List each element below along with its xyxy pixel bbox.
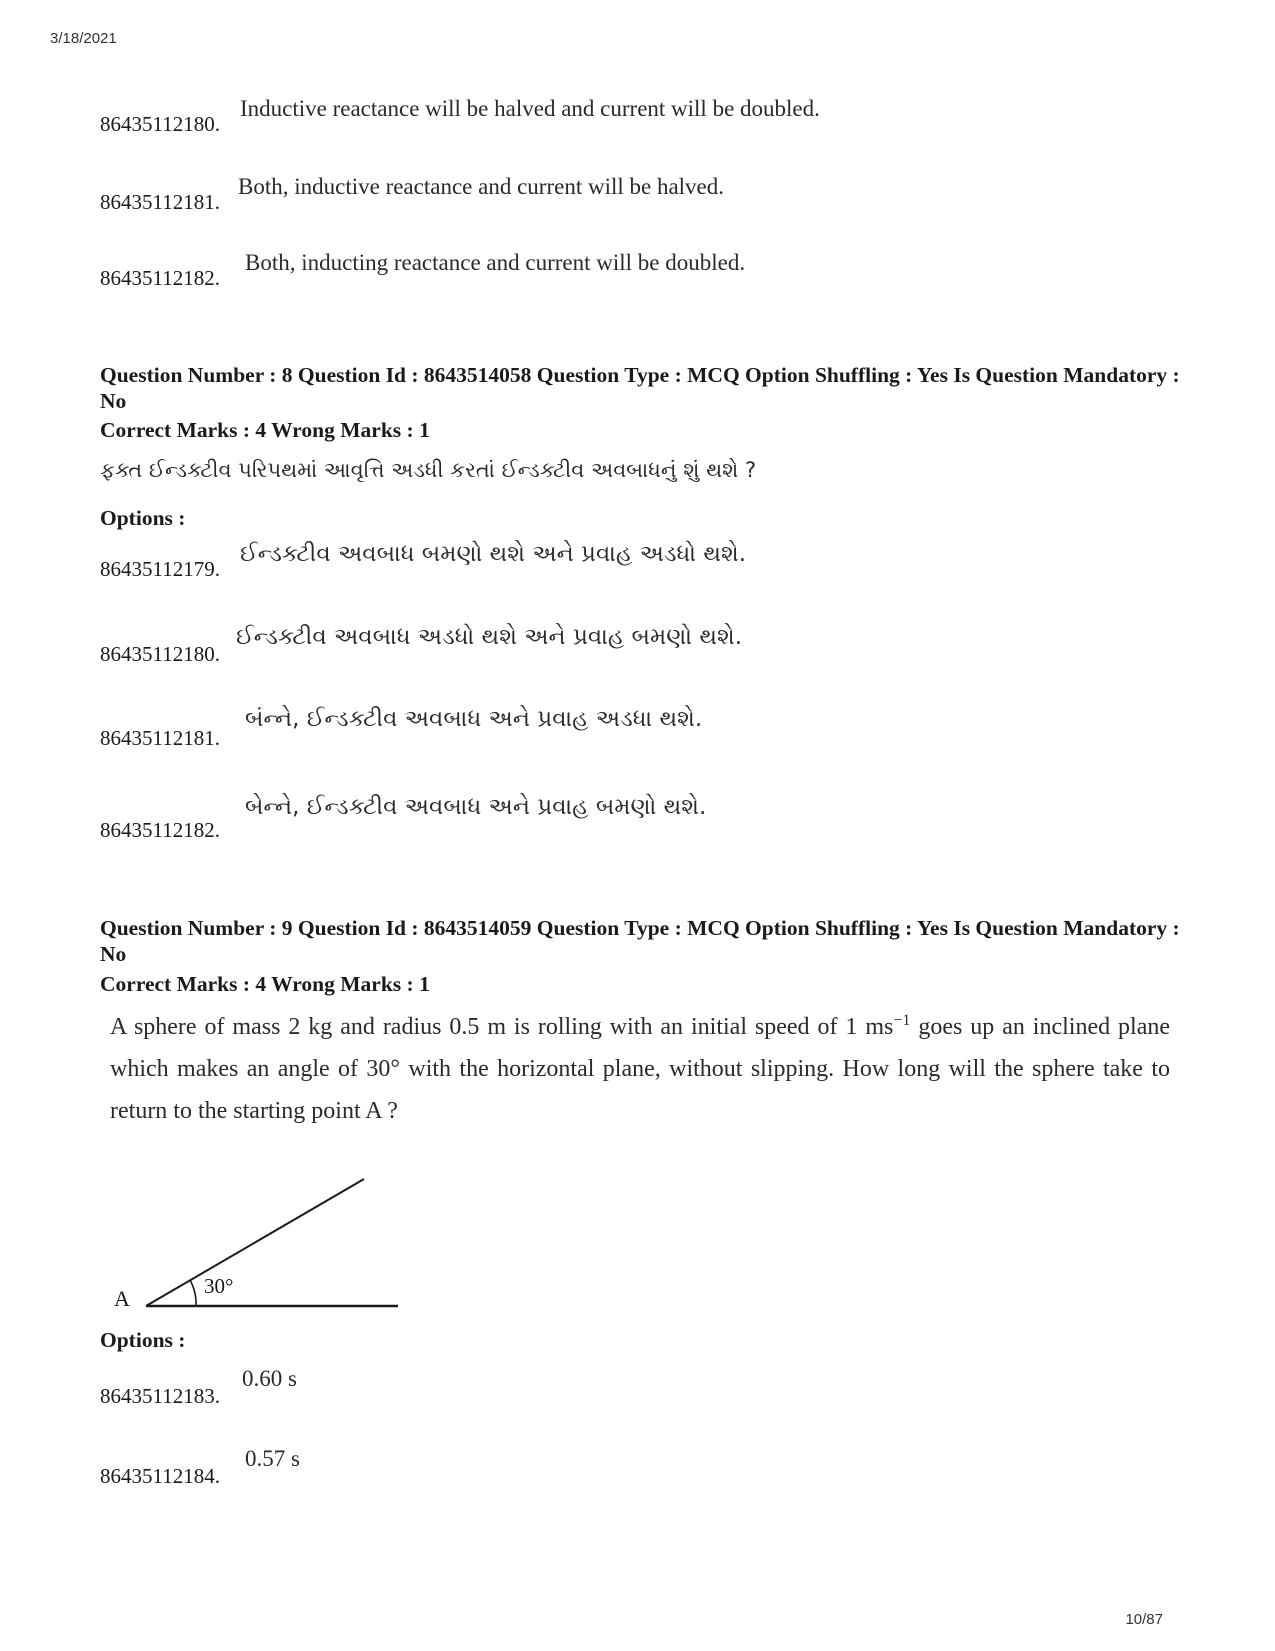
option-id: 86435112182.: [100, 818, 220, 842]
angle-arc: [190, 1280, 196, 1306]
option-text: 0.60 s: [242, 1366, 297, 1391]
option-text: Inductive reactance will be halved and current will be doubled.: [240, 96, 820, 121]
question-text: ફક્ત ઈન્ડક્ટીવ પરિપથમાં આવૃત્તિ અડધી કરતાં ઈન્ડક્ટીવ અવબાધનું શું થશે ?: [100, 458, 757, 482]
options-label: Options :: [100, 506, 186, 530]
option-id: 86435112184.: [100, 1464, 220, 1488]
page-number: 10/87: [1125, 1611, 1163, 1628]
option-id: 86435112180.: [100, 642, 220, 666]
option-text: બંન્ને, ઈન્ડક્ટીવ અવબાધ અને પ્રવાહ અડધા થશે.: [245, 706, 703, 732]
question-header: Question Number : 9 Question Id : 8643514059 Question Type : MCQ Option Shuffling : Yes Is Question Mandatory : No: [100, 916, 1180, 966]
question-text: [110, 1000, 1170, 1132]
question-superscript: −1: [893, 1012, 911, 1029]
point-label: A: [114, 1286, 130, 1311]
question-text-part2: goes up an inclined plane which makes an angle of 30° with the horizontal plane, without slipping. How long will the sphere take to return to the starting point A ?: [110, 1014, 1170, 1124]
option-text: ઈન્ડક્ટીવ અવબાધ અડધો થશે અને પ્રવાહ બમણો થશે.: [236, 624, 743, 650]
option-id: 86435112182.: [100, 266, 220, 290]
print-date: 3/18/2021: [50, 30, 117, 47]
option-id: 86435112180.: [100, 112, 220, 136]
option-text: Both, inductive reactance and current will be halved.: [238, 174, 724, 199]
option-id: 86435112179.: [100, 557, 220, 581]
option-text: Both, inducting reactance and current will be doubled.: [245, 250, 746, 275]
angle-label: 30°: [204, 1274, 234, 1298]
option-text: ઈન્ડક્ટીવ અવબાધ બમણો થશે અને પ્રવાહ અડધો થશે.: [240, 541, 747, 567]
incline-line: [146, 1179, 364, 1306]
question-text-part1: A sphere of mass 2 kg and radius 0.5 m is rolling with an initial speed of 1 ms: [110, 1014, 894, 1040]
option-id: 86435112181.: [100, 190, 220, 214]
option-text: બેન્ને, ઈન્ડક્ટીવ અવબાધ અને પ્રવાહ બમણો થશે.: [245, 794, 707, 820]
incline-figure: [100, 1165, 420, 1325]
question-marks: Correct Marks : 4 Wrong Marks : 1: [100, 972, 430, 996]
option-id: 86435112181.: [100, 726, 220, 750]
options-label: Options :: [100, 1328, 186, 1352]
question-marks: Correct Marks : 4 Wrong Marks : 1: [100, 418, 430, 442]
question-header: Question Number : 8 Question Id : 8643514058 Question Type : MCQ Option Shuffling : Yes Is Question Mandatory : No: [100, 363, 1180, 413]
option-text: 0.57 s: [245, 1446, 300, 1471]
option-id: 86435112183.: [100, 1384, 220, 1408]
